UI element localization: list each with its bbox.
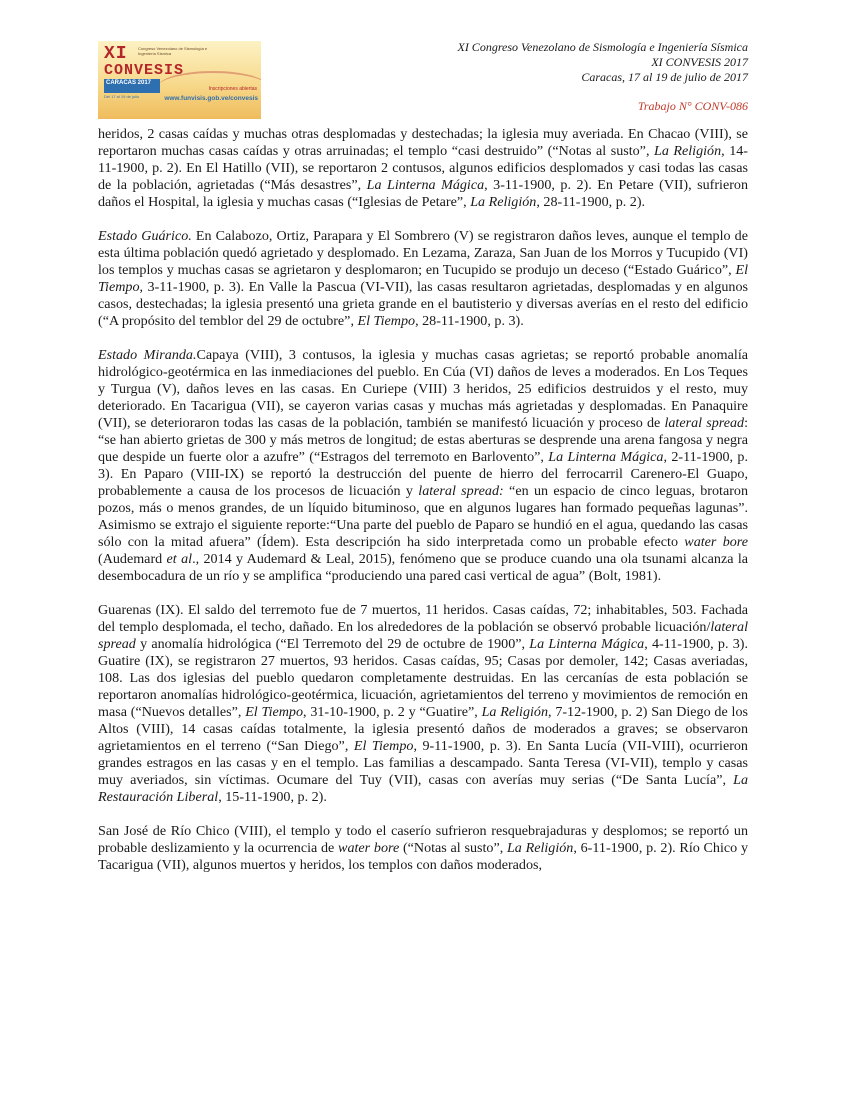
- text-run: , 31-10-1900, p. 2 y “Guatire”,: [303, 704, 482, 720]
- text-run: En Calabozo, Ortiz, Parapara y El Sombrero (V) se registraron daños leves, aunque el templo de esta última población quedó agrietado y desplomado. En Lezama, Zaraza, San Juan de los Morros y Tucupido (VI) los templos y muchas casas se agrietaron y desplomaron; en Tucupido se produjo un deceso (“Estado Guárico”,: [98, 228, 748, 278]
- source-title: La Linterna Mágica: [529, 636, 645, 652]
- text-run: , 6-11-1900, p. 2). Río Chico y Tacarigua (VII), algunos muertos y heridos, los templos con daños moderados,: [98, 840, 748, 873]
- source-title: La Religión: [506, 840, 574, 856]
- article-body: [98, 126, 748, 891]
- text-run: Guarenas (IX). El saldo del terremoto fue de 7 muertos, 11 heridos. Casas caídas, 72; inhabitables, 503. Fachada del templo desplomada, el techo, dañado. En los alrededores de la población se observó probable licuación/: [98, 602, 748, 635]
- italic-term: lateral spread: [98, 619, 748, 652]
- page-header: [457, 40, 748, 114]
- text-run: Capaya (VIII), 3 contusos, la iglesia y muchas casas agrietas; se reportó probable anomalía hidrológico-geotérmica en las inmediaciones del pueblo. En Cúa (VI) daños de leves a moderados. En Los Teques y Turgua (V), daños leves en las casas. En Curiepe (VIII) 3 heridos, 25 edificios destruidos y el resto, muy deteriorado. En Tacarigua (VII), se cayeron varias casas y muchas más agrietadas y desplomadas. En Panaquire (VII), se deterioraron todas las casas de la población, también se manifestó licuación y proceso de: [98, 347, 748, 431]
- text-run: , 2-11-1900, p. 3). En Paparo (VIII-IX) se reportó la destrucción del puente de hierro del ferrocarril Carenero-El Guapo, probablemente a causa de los procesos de licuación y: [98, 449, 748, 499]
- logo-inscriptions: Inscripciones abiertas: [208, 86, 257, 92]
- text-run: ., 2014 y Audemard & Leal, 2015), fenómeno que se produce cuando una ola tsunami alcanza la desembocadura de un río y se amplifica “produciendo una pared casi vertical de agua” (Bolt, 1981).: [98, 551, 748, 584]
- italic-term: water bore: [338, 840, 400, 856]
- header-paper-number: Trabajo N° CONV-086: [637, 99, 748, 113]
- source-title: La Religión: [470, 194, 537, 210]
- section-heading: Estado Guárico.: [98, 228, 192, 244]
- paragraph-caracas-area: [98, 126, 748, 211]
- paragraph-guarenas-guatire: [98, 602, 748, 806]
- text-run: , 3-11-1900, p. 3). En Valle la Pascua (VI-VII), las casas resultaron agrietadas, desplomadas y en algunos casos, destechadas; la iglesia presentó una grieta grande en el bautisterio y diversas averías en el resto del edificio (“A propósito del temblor del 29 de octubre”,: [98, 279, 748, 329]
- source-title: La Linterna Mágica: [366, 177, 485, 193]
- logo-dates: Del 17 al 19 de julio: [104, 94, 140, 99]
- italic-term: water bore: [684, 534, 749, 550]
- convesis-logo: [98, 41, 261, 119]
- italic-term: lateral spread:: [418, 483, 504, 499]
- logo-brand: CONVESIS: [104, 62, 185, 79]
- text-run: , 9-11-1900, p. 3). En Santa Lucía (VII-VIII), ocurrieron grandes estragos en las casas y en el templo. Las familias a descampado. Santa Teresa (VI-VII), templo y casas muy averiados, sin víctimas. Ocumare del Tuy (VII), casas con averías muy serias (“De Santa Lucía”,: [98, 738, 748, 788]
- header-place-date: Caracas, 17 al 19 de julio de 2017: [581, 70, 748, 84]
- source-title: La Religión: [481, 704, 548, 720]
- text-run: y anomalía hidrológica (“El Terremoto del 29 de octubre de 1900”,: [135, 636, 530, 652]
- italic-term: lateral spread: [664, 415, 745, 431]
- text-run: , 28-11-1900, p. 3).: [415, 313, 524, 329]
- logo-city: CARACAS 2017: [106, 80, 152, 86]
- source-title: El Tiempo: [353, 738, 414, 754]
- text-run: : “se han abierto grietas de 300 y más metros de longitud; de estas aberturas se desprende una arena fangosa y negra que despide un fuerte olor a azufre” (“Estragos del terremoto en Barlovento”,: [98, 415, 748, 465]
- source-title: El Tiempo: [245, 704, 304, 720]
- section-heading: Estado Miranda.: [98, 347, 197, 363]
- paragraph-estado-guarico: [98, 228, 748, 330]
- logo-city-badge: [104, 79, 160, 93]
- logo-congress-name: Congreso Venezolano de Sismología e Ingeniería Sísmica: [138, 46, 208, 56]
- text-run: , 28-11-1900, p. 2).: [536, 194, 646, 210]
- source-title: El Tiempo: [357, 313, 416, 329]
- text-run: heridos, 2 casas caídas y muchas otras desplomadas y destechadas; la iglesia muy averiada. En Chacao (VIII), se reportaron muchas casas caídas y otras arruinadas; el templo “casi destruido” (“Notas al susto”,: [98, 126, 748, 159]
- italic-term: et al: [166, 551, 193, 567]
- text-run: , 14-11-1900, p. 2). En El Hatillo (VII), se reportaron 2 contusos, algunos edificios desplomados y casi todas las casas de la población, agrietadas (“Más desastres”,: [98, 143, 748, 193]
- source-title: El Tiempo: [98, 262, 748, 295]
- paragraph-estado-miranda: [98, 347, 748, 585]
- text-run: , 4-11-1900, p. 3). Guatire (IX), se registraron 27 muertos, 93 heridos. Casas caídas, 95; Casas por demoler, 142; Casas averiadas, 108. Las dos iglesias del pueblo quedaron completamente destruidas. En las cercanías de esta población se reportaron anomalías hidrológico-geotérmica, licuación, agrietamientos del terreno y movimientos de remoción en masa (“Nuevos detalles”,: [98, 636, 748, 720]
- header-edition: XI CONVESIS 2017: [651, 55, 748, 69]
- text-run: San José de Río Chico (VIII), el templo y todo el caserío sufrieron resquebrajaduras y desplomos; se reportó un probable deslizamiento y la ocurrencia de: [98, 823, 748, 856]
- text-run: “en un espacio de cinco leguas, brotaron pozos, más o menos grandes, de un líquido bituminoso, que en algunos lugares han formado pequeñas lagunas”. Asimismo se extrajo el siguiente reporte:“Una parte del pueblo de Paparo se hundió en el agua, quedando las casas sólo con la mitad afuera” (Ídem). Esta descripción ha sido interpretada como un probable efecto: [98, 483, 749, 550]
- logo-url: www.funvisis.gob.ve/convesis: [164, 95, 258, 102]
- source-title: La Restauración Liberal: [98, 772, 748, 805]
- logo-roman-numeral: XI: [104, 44, 128, 64]
- source-title: La Linterna Mágica: [548, 449, 664, 465]
- source-title: La Religión: [653, 143, 722, 159]
- header-congress: XI Congreso Venezolano de Sismología e Ingeniería Sísmica: [457, 40, 748, 54]
- paragraph-rio-chico: [98, 823, 748, 874]
- text-run: (Audemard: [98, 551, 167, 567]
- text-run: , 7-12-1900, p. 2) San Diego de los Altos (VIII), 14 casas caídas totalmente, la iglesia presentó daños de moderados a graves; se observaron agrietamientos en el terreno (“San Diego”,: [98, 704, 748, 754]
- text-run: , 3-11-1900, p. 2). En Petare (VII), sufrieron daños el Hospital, la iglesia y muchas casas (“Iglesias de Petare”,: [98, 177, 748, 210]
- text-run: (“Notas al susto”,: [399, 840, 507, 856]
- text-run: , 15-11-1900, p. 2).: [218, 789, 327, 805]
